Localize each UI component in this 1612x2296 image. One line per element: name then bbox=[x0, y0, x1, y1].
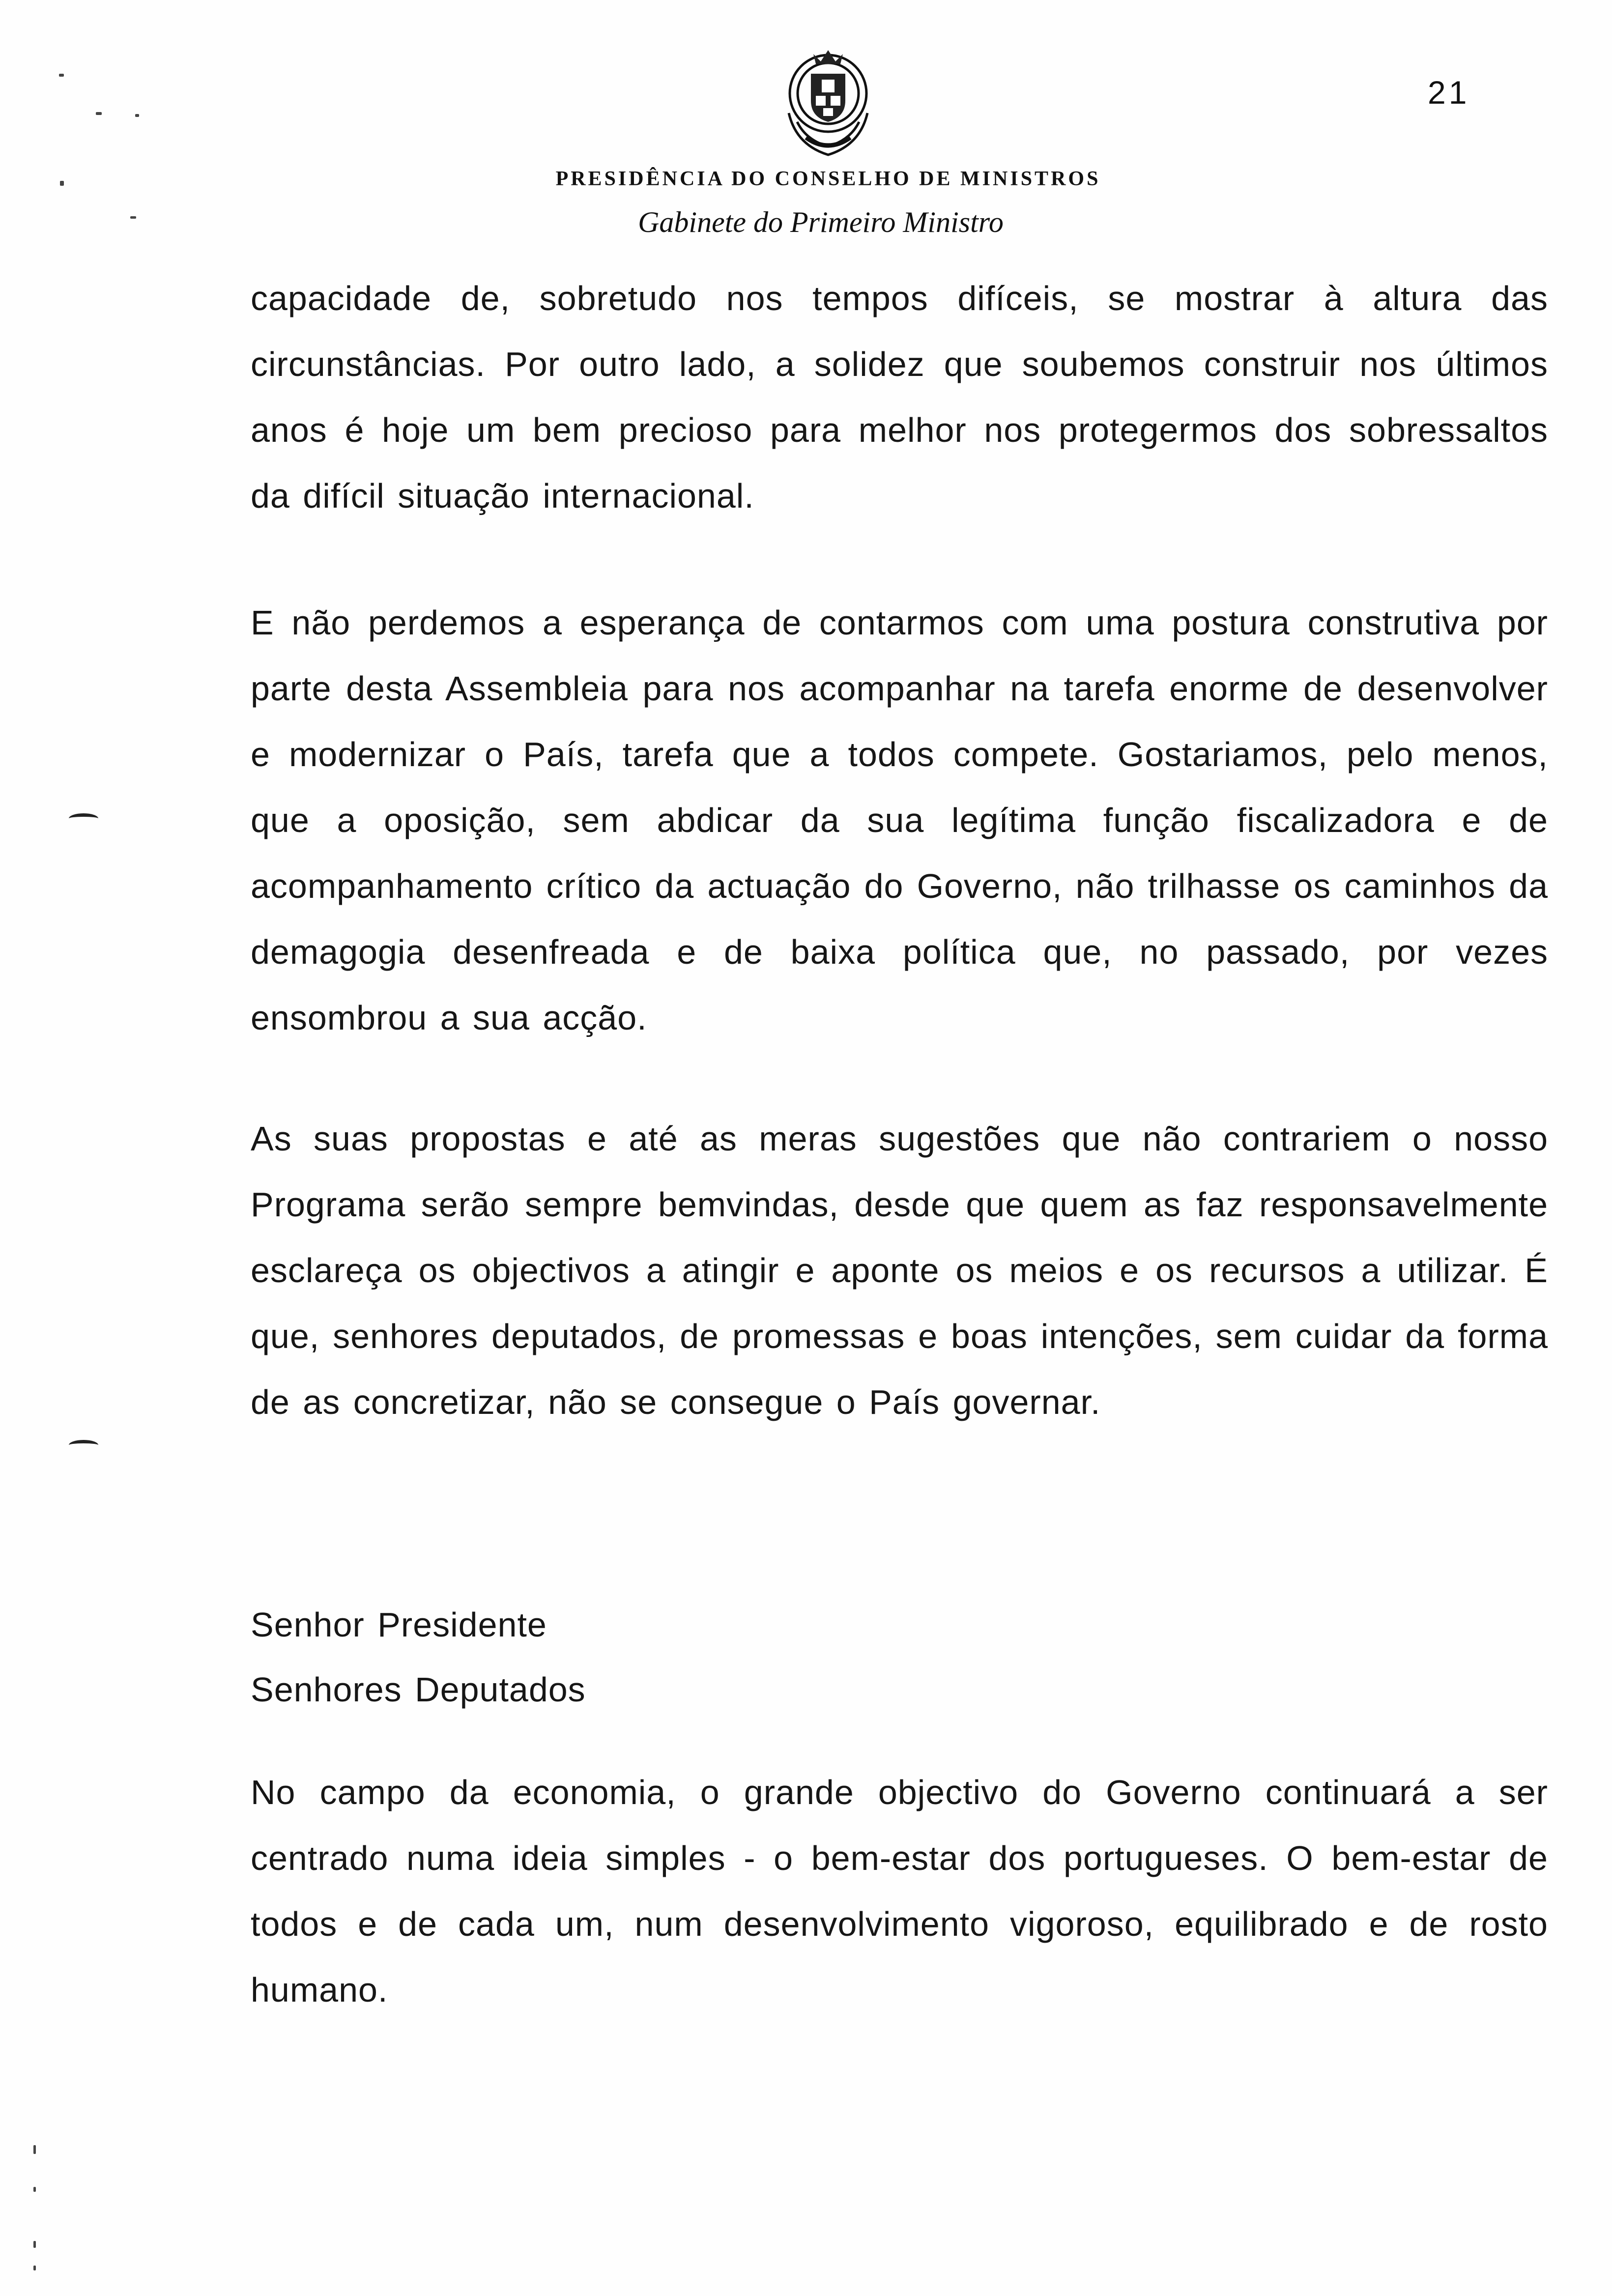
paragraph-2: E não perdemos a esperança de contarmos com uma postura construtiva por parte desta Assembleia para nos acompanhar na tarefa enorme de desenvolver e modernizar o País, tarefa que a todos compete. Gostariamos, pelo menos, que a oposição, sem abdicar da sua legítima função fiscalizadora e de acompanhamento crítico da actuação do Governo, não trilhasse os caminhos da demagogia desenfreada e de baixa política que, no passado, por vezes ensombrou a sua acção. bbox=[251, 603, 1548, 1037]
margin-mark bbox=[69, 1440, 98, 1450]
institution-header: PRESIDÊNCIA DO CONSELHO DE MINISTROS bbox=[555, 168, 1101, 190]
scan-speck bbox=[33, 2145, 36, 2154]
scan-speck bbox=[96, 112, 102, 115]
paragraph-3: As suas propostas e até as meras sugestões que não contrariem o nosso Programa serão sempre bemvindas, desde que quem as faz responsavelmente esclareça os objectivos a atingir e aponte os meios e os recursos a utilizar. É que, senhores deputados, de promessas e boas intenções, sem cuidar da forma de as concretizar, não se consegue o País governar. bbox=[251, 1119, 1548, 1421]
salutation-line-2: Senhores Deputados bbox=[251, 1670, 586, 1709]
salutation-line-1: Senhor Presidente bbox=[251, 1606, 547, 1644]
paragraph-1: capacidade de, sobretudo nos tempos difíceis, se mostrar à altura das circunstâncias. Por outro lado, a solidez que soubemos construir nos últimos anos é hoje um bem precioso para melhor nos protegermos dos sobressaltos da difícil situação internacional. bbox=[251, 279, 1548, 515]
scan-speck bbox=[33, 2241, 36, 2248]
margin-mark bbox=[69, 813, 98, 824]
salutation bbox=[251, 1592, 1548, 1722]
coat-of-arms-seal bbox=[767, 39, 890, 162]
scan-speck bbox=[60, 181, 64, 186]
scan-speck bbox=[59, 74, 64, 77]
page-number: 21 bbox=[1428, 74, 1470, 111]
scan-speck bbox=[135, 114, 139, 117]
paragraph-4: No campo da economia, o grande objectivo do Governo continuará a ser centrado numa ideia simples - o bem-estar dos portugueses. O bem-estar de todos e de cada um, num desenvolvimento vigoroso, equilibrado e de rosto humano. bbox=[251, 1773, 1548, 2009]
scan-speck bbox=[33, 2266, 36, 2270]
scan-speck bbox=[130, 216, 136, 219]
office-header: Gabinete do Primeiro Ministro bbox=[638, 206, 1004, 238]
scan-speck bbox=[33, 2187, 36, 2192]
